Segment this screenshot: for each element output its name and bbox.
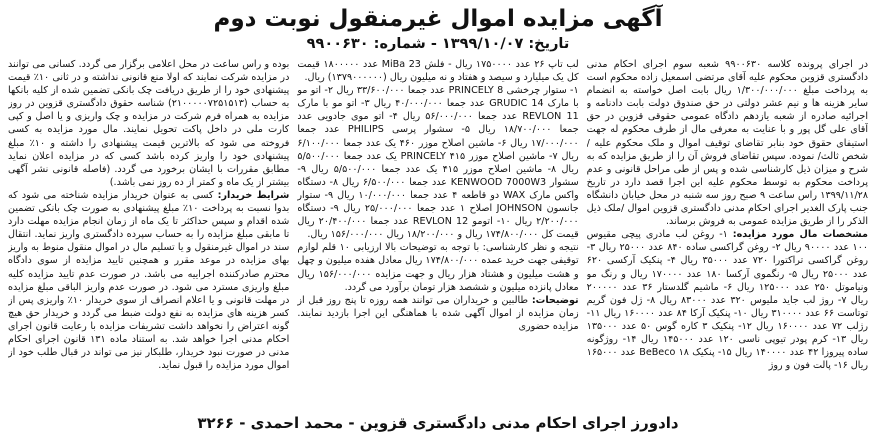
notice-column-left <box>8 58 289 414</box>
expert-opinion: نتیجه و نظر کارشناسی: با توجه به توضیحات بالا ارزیابی ۱۰ قلم لوازم توقیفی جهت خرید عمده ۱۷۴/۸۰۰/۰۰۰ ریال معادل هفده میلیون و چهل و هشت میلیون و هشتاد هزار ریال و جهت مزایده ۱۵۶/۰۰۰/۰۰۰ ریال معادل پانزده میلیون و ششصد هزار تومان برآورد می گردد. <box>297 242 579 293</box>
explanations-heading: توضیحات: <box>531 294 579 306</box>
item-list-b: ۱- ستوار چرخشی PRINCELY 8 عدد جمعا ۳۳/۶۰۰/۰۰۰ ریال ۲- اتو مو با مارک GRUDIC 14 عدد جمعا ۴۰/۰۰۰/۰۰۰ ریال ۳- اتو مو با مارک REVLON 11 عدد جمعا ۵۶/۰۰۰/۰۰۰ ریال ۴- اتو موی جادویی عدد جمعا ۱۸/۷۰۰/۰۰۰ ریال ۵- سشوار پرسی PHILIPS عدد جمعا ۱۷/۰۰۰/۰۰۰ ریال ۶- ماشین اصلاح موزر ۴۶۰ یک عدد جمعا ۶/۱۰۰/۰۰۰ ریال ۷- ماشین اصلاح موزر ۴۱۵ PRINCELY یک عدد جمعا ۵/۵۰۰/۰۰۰ ریال ۸- ماشین اصلاح موزر ۴۱۵ یک عدد جمعا ۵/۵۰۰/۰۰۰ ریال ۹- سشوار KENWOOD 7000W3 عدد جمعا ۶/۵۰۰/۰۰۰ ریال ۸- دستگاه واکس مارک WAX دو قاطعه ۴ عدد جمعا ۱۰/۰۰۰/۰۰۰ ریال ۹- ستوار جانسون JOHNSON اصلاح ۱ عدد جمعا ۲۵/۰۰۰/۰۰۰ ریال ۹- دستگاه ۲/۲۰۰/۰۰۰ ریال ۱۰- اتومو 12 REVLON عدد جمعا ۲۰/۴۰۰/۰۰۰ ریال قیمت کل ۱۷۴/۸۰۰/۰۰۰ ریال و ۱۸/۲۰۰/۰۰۰ ریال ۱۵۶/۰۰۰/۰۰۰ ریال. <box>297 85 579 241</box>
notice-column-middle <box>297 58 578 414</box>
item-list-a: لب تاپ ۲۶ عدد ۱۷۵۰۰۰۰ ریال - فلش 23 MiBa عدد ۱۸۰۰۰۰۰ قیمت کل یک میلیارد و سیصد و هفتاد و نه میلیون ریال (۱۳۷۹۰۰۰۰۰۰) ریال. <box>297 59 579 84</box>
explanations-text: طالبین و خریداران می توانند همه روزه تا پنج روز قبل از زمان مزایده از اموال آگهی شده با هماهنگی این اجرا بازدید نمایند. مزایده حضوری <box>297 294 579 332</box>
notice-column-right <box>587 58 868 414</box>
auction-terms: بوده و راس ساعت در محل اعلامی برگزار می گردد. کسانی می توانند در مزایده شرکت نمایند که اولا منع قانونی نداشته و در ثانی ۱۰٪ قیمت پیشنهادی خود را از طریق دریافت چک بانکی تضمین شده از کلیه بانکها به حساب (۲۱۰۰۰۰۰۷۲۵۱۵۱۳) شناسه حقوق دادگستری قزوین در روز مزایده به همراه فرم شرکت در مزایده و چک واریزی و یا اصل و کپی کارت ملی در داخل پاکت تحویل نمایند. مال مورد مزایده به کسی فروخته می شود که بالاترین قیمت پیشنهادی را داشته و ۱۰٪ مبلغ پیشنهادی خود را واریز کرده باشد کسی که در مزایده اعلان نماید مطابق مقررات با ایشان برخورد می گردد. (فاصله قانونی نشر آگهی بیشتر از یک ماه و کمتر از ده روز نمی باشد.) <box>8 59 290 188</box>
buyer-conditions-heading: شرایط خریدار: <box>217 189 290 201</box>
notice-columns <box>8 58 868 414</box>
spec-text: ۱- روغن لب مادری پیچی مقیوس ۱۰۰ عدد ۹۰۰۰۰ ریال ۲- روغن گراکسی ساده ۸۴۰ عدد ۲۵۰۰۰ ریال ۳- روغن گراکسی تراکتورا ۷۲۰ عدد ۳۵۰۰۰ ریال ۴- پنکیک آرکسی ۶۲۰ عدد ۲۵۰۰۰ ریال ۵- رنگموی آرکسا ۱۸۰ عدد ۱۷۰۰۰۰ ریال و رنگ مو ونیاموتل ۲۵۰ عدد ۱۲۵۰۰۰ ریال ۶- ماشیم گلدستار ۳۶ عدد ۲۰۰۰۰۰ ریال ۷- روژ لب جاید ملیوس ۳۲۰ عدد ۸۳۰۰۰ ریال ۸- ژل فون گریم توتاست ۶۶ عدد ۳۱۰۰۰۰ ریال ۱۰- پنکیک آرکا ۸۴ عدد ۱۶۰۰۰۰ ریال ۱۱- رژلب ۷۲ عدد ۱۶۰۰۰۰ ریال ۱۲- پنکیک ۳ کاره گوس ۵۰ عدد ۱۳۵۰۰۰ ریال ۱۳- کرم پودر تیوپی ناسی ۱۲۰ عدد ۱۴۵۰۰۰ ریال ۱۴- روژگونه ساده پیروزا ۴۲ عدد ۱۴۰۰۰۰ ریال ۱۵- پنکیک ۱۸ BeBeco عدد ۱۶۵۰۰۰ ریال ۱۶- پالت فون و روژ <box>586 229 868 372</box>
spec-heading: مشخصات مال مورد مزایده: <box>732 229 868 241</box>
notice-intro: در اجرای پرونده کلاسه ۹۹۰۰۶۳۰ شعبه سوم اجرای احکام مدنی دادگستری قزوین محکوم علیه آقای مرتضی اسمعیل زاده محکوم است به پرداخت مبلغ ۱/۳۰۰/۰۰۰/۰۰۰ ریال بابت اصل خواسته به انضمام سایر هزینه ها و نیم عشر دولتی در حق صندوق دولت بابت دادنامه و اجرائیه صادره از شعبه یازدهم دادگاه عمومی حقوقی قزوین در حق آقای علی گل پور و با عنایت به معرفی مال از طرف محکوم له جهت استیفای حقوق خود بنابر تقاضای توقیف اموال و ملک محکوم علیه /شخص ثالث/ نموده. سپس تقاضای فروش آن را از طریق مزایده که به شرح و میزان ذیل کارشناسی شده و پس از طی مراحل قانونی و عدم پرداخت محکوم به توسط محکوم علیه این اجرا قصد دارد در تاریخ ۱۳۹۹/۱۱/۲۸ راس ساعت ۹ صبح روز سه شنبه در محل خیابان دانشگاه جنب پارک الغدیر اجرای احکام مدنی دادگستری قزوین اموال /ملک ذیل الذکر را از طریق مزایده عمومی به فروش برساند. <box>586 59 868 228</box>
buyer-conditions-text: کسی به عنوان خریدار مزایده شناخته می شود که بدوا نسبت به پرداخت ۱۰٪ مبلغ پیشنهادی به صورت چک بانکی تضمین شده اقدام و سپس حداکثر تا یک ماه از زمان انجام مزایده مهلت دارد تا مابقی مبلغ مزایده را به حساب سپرده دادگستری واریز نماید. انتقال سند در اموال غیرمنقول و یا تسلیم مال در اموال منقول منوط به واریز بهای مزایده در موعد مقرر و همچنین تایید مزایده از سوی دادگاه محترم صادرکننده اجراییه می باشد. در صورت عدم تایید مزایده کلیه مبلغ واریزی مسترد می شود. در صورت عدم واریز الباقی مبلغ مزایده در مهلت قانونی و یا اعلام انصراف از سوی خریدار ۱۰٪ واریزی پس از کسر هزینه های مزایده به نفع دولت ضبط می گردد و خریدار حق هیچ گونه اعتراض را نخواهد داشت تشریفات مزایده با رعایت قانون اجرای احکام مدنی اجرا خواهد شد. به استناد ماده ۱۳۱ قانون اجرای احکام مدنی در صورت نبود خریدار، طلبکار نیز می تواند در قبال طلب خود از اموال مورد مزایده را قبول نماید. <box>8 189 290 372</box>
notice-title: آگهی مزایده اموال غیرمنقول نوبت دوم <box>213 6 663 32</box>
notice-signature: دادورز اجرای احکام مدنی دادگستری قزوین - محمد احمدی - ۳۲۶۶ <box>197 414 679 432</box>
notice-date-number: تاریخ: ۱۳۹۹/۱۰/۰۷ - شماره: ۹۹۰۰۶۳۰ <box>306 36 570 52</box>
